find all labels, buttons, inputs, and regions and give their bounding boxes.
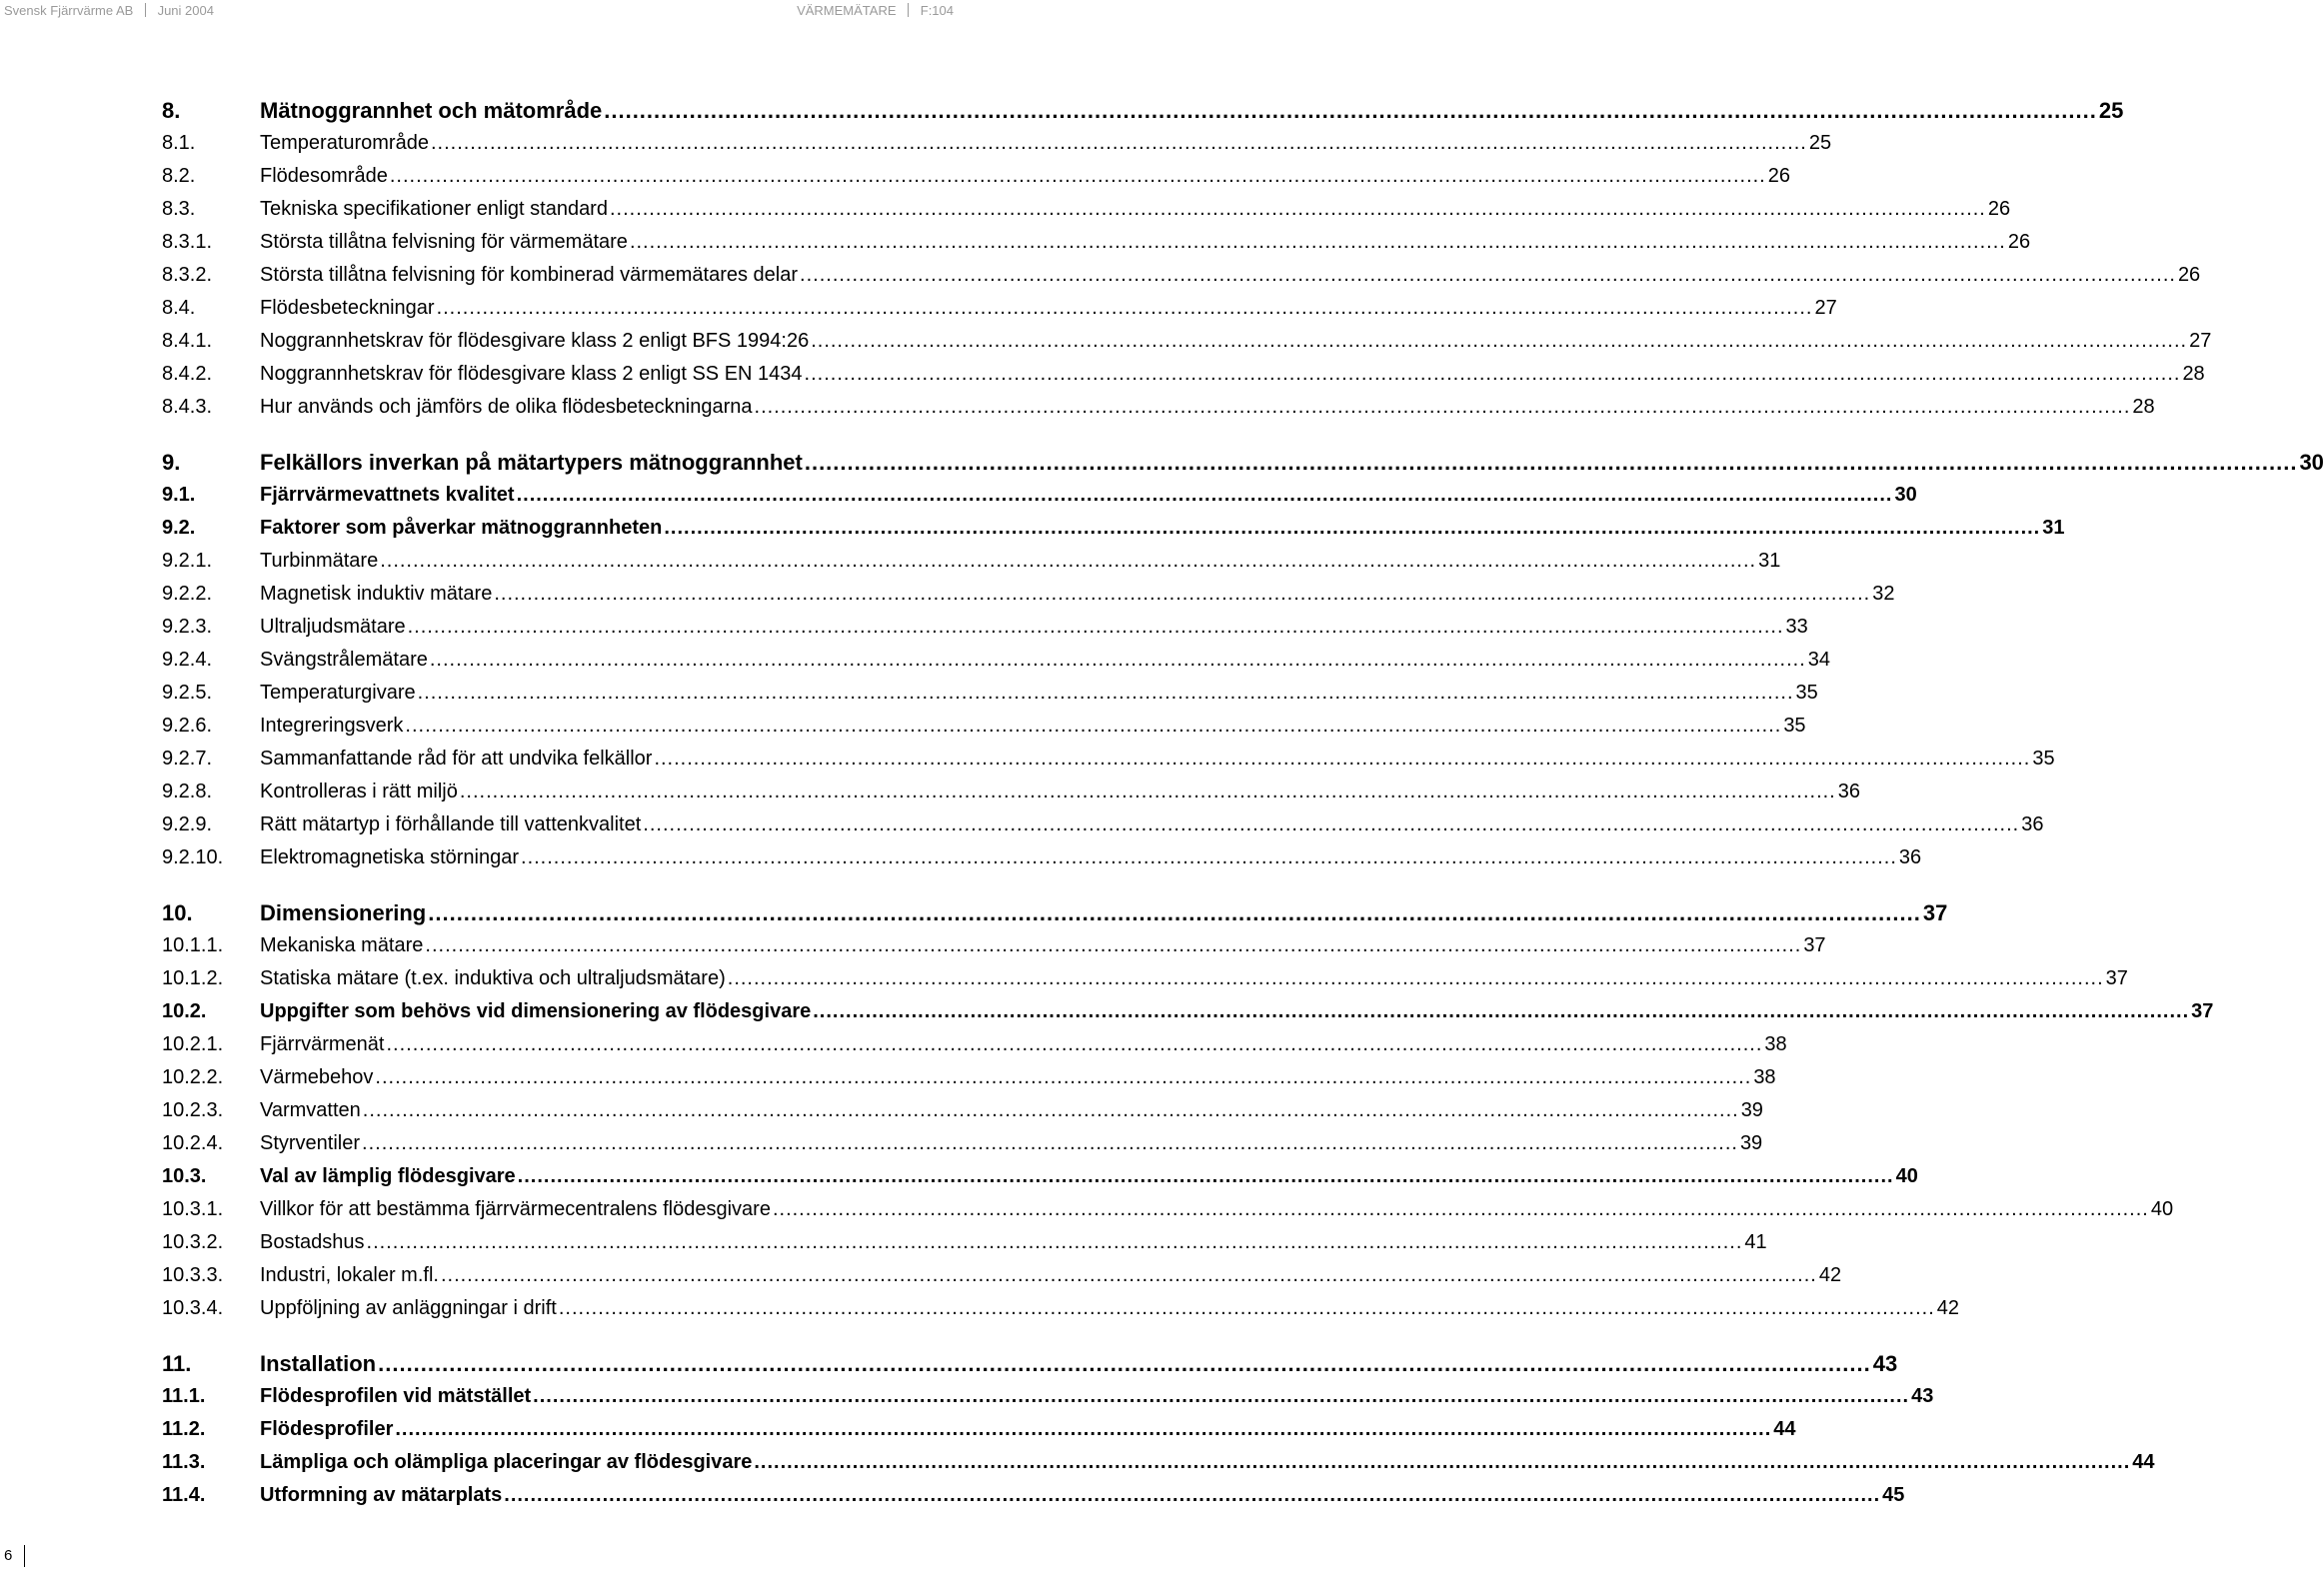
- toc-entry-page: 38: [1753, 1066, 1776, 1088]
- toc-dot-leader: [610, 193, 1986, 226]
- toc-dot-leader: [521, 841, 1897, 874]
- toc-entry[interactable]: [162, 1292, 1960, 1325]
- toc-dot-leader: [604, 94, 2097, 127]
- toc-entry-number: 9.2.10.: [162, 846, 224, 868]
- page-header: [0, 0, 960, 22]
- header-left: [4, 3, 214, 18]
- toc-entry[interactable]: [162, 127, 1832, 160]
- toc-entry-page: 26: [1987, 198, 2011, 220]
- toc-entry-page: 42: [1936, 1297, 1960, 1319]
- toc-entry-title: Lämpliga och olämpliga placeringar av flödesgivare: [260, 1451, 753, 1473]
- header-right: [797, 3, 954, 18]
- toc-entry-page: 35: [1783, 715, 1806, 737]
- toc-dot-leader: [405, 710, 1781, 743]
- toc-entry-title: Ultraljudsmätare: [260, 616, 406, 638]
- toc-entry[interactable]: [162, 841, 1922, 874]
- toc-dot-leader: [728, 962, 2104, 995]
- toc-entry[interactable]: [162, 545, 1781, 578]
- toc-entry-page: 41: [1744, 1231, 1767, 1253]
- toc-entry-number: 10.3.2.: [162, 1231, 224, 1253]
- toc-entry-page: 37: [1803, 934, 1826, 956]
- toc-entry-page: 34: [1807, 649, 1831, 671]
- toc-entry-number: 11.4.: [162, 1484, 206, 1506]
- toc-entry-page: 42: [1818, 1264, 1842, 1286]
- toc-entry-title: Rätt mätartyp i förhållande till vattenkvalitet: [260, 813, 642, 835]
- toc-entry-number: 8.2.: [162, 165, 196, 187]
- toc-entry-title: Industri, lokaler m.fl.: [260, 1264, 439, 1286]
- toc-entry-number: 10.2.3.: [162, 1099, 224, 1121]
- toc-dot-leader: [437, 292, 1813, 325]
- toc-entry[interactable]: [162, 325, 2212, 358]
- toc-entry-number: 8.4.1.: [162, 330, 213, 352]
- footer-divider: [24, 1545, 25, 1567]
- toc-entry-title: Uppgifter som behövs vid dimensionering av flödesgivare: [260, 1000, 812, 1022]
- toc-entry[interactable]: [162, 1193, 2174, 1226]
- toc-entry-page: 26: [2177, 264, 2201, 286]
- toc-entry-title: Utformning av mätarplats: [260, 1484, 503, 1506]
- toc-entry-number: 9.2.7.: [162, 748, 213, 770]
- toc-dot-leader: [386, 1028, 1762, 1061]
- toc-section: [162, 1347, 2155, 1512]
- toc-entry-page: 35: [2032, 748, 2055, 770]
- toc-entry-page: 39: [1739, 1132, 1763, 1154]
- toc-entry-page: 35: [1795, 682, 1818, 704]
- toc-dot-leader: [754, 1446, 2130, 1479]
- toc-entry-title: Installation: [260, 1351, 377, 1376]
- toc-dot-leader: [805, 358, 2181, 391]
- toc-entry-page: 27: [2189, 330, 2212, 352]
- toc-dot-leader: [363, 1094, 1739, 1127]
- toc-entry[interactable]: [162, 1413, 1796, 1446]
- toc-entry-page: 28: [2132, 396, 2155, 418]
- toc-entry-title: Temperaturgivare: [260, 682, 416, 704]
- header-organization: Svensk Fjärrvärme AB: [4, 3, 134, 18]
- toc-dot-leader: [800, 259, 2176, 292]
- toc-entry[interactable]: [162, 611, 1808, 644]
- toc-entry-number: 10.: [162, 900, 193, 925]
- toc-dot-leader: [504, 1479, 1880, 1512]
- toc-entry[interactable]: [162, 677, 1818, 710]
- toc-dot-leader: [559, 1292, 1935, 1325]
- toc-entry[interactable]: [162, 193, 2011, 226]
- toc-entry-title: Dimensionering: [260, 900, 427, 925]
- toc-dot-leader: [773, 1193, 2149, 1226]
- toc-entry-number: 8.4.2.: [162, 363, 213, 385]
- toc-entry-title: Varmvatten: [260, 1099, 361, 1121]
- toc-dot-leader: [418, 677, 1794, 710]
- toc-entry-page: 36: [1898, 846, 1922, 868]
- toc-entry[interactable]: [162, 226, 2031, 259]
- toc-entry-title: Statiska mätare (t.ex. induktiva och ultraljudsmätare): [260, 967, 726, 989]
- header-document-title: VÄRMEMÄTARE: [797, 3, 897, 18]
- toc-dot-leader: [813, 995, 2189, 1028]
- toc-entry-title: Mätnoggrannhet och mätområde: [260, 98, 603, 123]
- toc-section: [162, 896, 2214, 1325]
- toc-entry[interactable]: [162, 1479, 1905, 1512]
- toc-dot-leader: [630, 226, 2006, 259]
- toc-entry-title: Hur används och jämförs de olika flödesbeteckningarna: [260, 396, 753, 418]
- toc-section: [162, 446, 2324, 874]
- toc-entry[interactable]: [162, 808, 2044, 841]
- toc-entry-title: Största tillåtna felvisning för kombinerad värmemätares delar: [260, 264, 799, 286]
- toc-dot-leader: [518, 1160, 1894, 1193]
- toc-entry-title: Felkällors inverkan på mätartypers mätnoggrannhet: [260, 450, 803, 475]
- toc-entry-page: 25: [2098, 98, 2124, 123]
- toc-entry[interactable]: [162, 896, 1948, 929]
- toc-entry-page: 28: [2182, 363, 2205, 385]
- toc-entry-title: Magnetisk induktiv mätare: [260, 583, 493, 605]
- toc-entry[interactable]: [162, 94, 2124, 127]
- toc-dot-leader: [380, 545, 1756, 578]
- toc-entry-number: 8.3.: [162, 198, 196, 220]
- toc-entry-number: 9.2.4.: [162, 649, 213, 671]
- toc-entry[interactable]: [162, 1160, 1918, 1193]
- toc-dot-leader: [430, 644, 1806, 677]
- toc-entry-page: 38: [1764, 1033, 1787, 1055]
- toc-entry-number: 8.1.: [162, 132, 196, 154]
- toc-entry[interactable]: [162, 776, 1860, 808]
- toc-entry-number: 9.2.6.: [162, 715, 213, 737]
- toc-entry[interactable]: [162, 1226, 1767, 1259]
- toc-entry[interactable]: [162, 1127, 1763, 1160]
- toc-entry[interactable]: [162, 292, 1837, 325]
- toc-entry-page: 36: [1837, 781, 1860, 802]
- toc-entry[interactable]: [162, 358, 2205, 391]
- page-number: 6: [4, 1547, 13, 1564]
- toc-entry-page: 37: [1922, 900, 1948, 925]
- toc-entry[interactable]: [162, 710, 1806, 743]
- header-date: Juni 2004: [157, 3, 214, 18]
- toc-entry-number: 10.3.1.: [162, 1198, 224, 1220]
- toc-dot-leader: [517, 479, 1893, 512]
- toc-entry-title: Uppföljning av anläggningar i drift: [260, 1297, 557, 1319]
- toc-entry[interactable]: [162, 1446, 2155, 1479]
- toc-entry-page: 44: [1773, 1418, 1796, 1440]
- toc-entry-number: 9.: [162, 450, 181, 475]
- toc-entry-title: Temperaturområde: [260, 132, 429, 154]
- toc-dot-leader: [375, 1061, 1751, 1094]
- toc-entry-title: Noggrannhetskrav för flödesgivare klass 2 enligt BFS 1994:26: [260, 330, 810, 352]
- toc-entry-number: 8.3.1.: [162, 231, 213, 253]
- toc-dot-leader: [654, 743, 2030, 776]
- toc-entry-page: 26: [1767, 165, 1790, 187]
- toc-entry-page: 37: [2105, 967, 2128, 989]
- toc-entry[interactable]: [162, 1061, 1776, 1094]
- toc-entry-title: Värmebehov: [260, 1066, 374, 1088]
- toc-entry-page: 37: [2191, 1000, 2214, 1022]
- toc-entry-page: 32: [1872, 583, 1895, 605]
- toc-entry-number: 11.2.: [162, 1418, 206, 1440]
- toc-entry-number: 9.1.: [162, 484, 196, 506]
- toc-dot-leader: [755, 391, 2131, 424]
- toc-entry[interactable]: [162, 1347, 1898, 1380]
- toc-entry-page: 45: [1882, 1484, 1905, 1506]
- toc-entry-number: 9.2.9.: [162, 813, 213, 835]
- toc-entry-title: Fjärrvärmenät: [260, 1033, 385, 1055]
- toc-entry-title: Elektromagnetiska störningar: [260, 846, 520, 868]
- toc-dot-leader: [362, 1127, 1738, 1160]
- toc-entry-page: 31: [2042, 517, 2065, 539]
- toc-entry-page: 25: [1808, 132, 1832, 154]
- toc-dot-leader: [494, 578, 1870, 611]
- toc-entry-title: Mekaniska mätare: [260, 934, 424, 956]
- toc-dot-leader: [441, 1259, 1817, 1292]
- toc-dot-leader: [408, 611, 1784, 644]
- page-footer: [0, 1543, 60, 1573]
- toc-entry-page: 43: [1911, 1385, 1934, 1407]
- toc-entry-number: 9.2.: [162, 517, 196, 539]
- toc-entry-number: 9.2.3.: [162, 616, 213, 638]
- toc-entry-page: 40: [1895, 1165, 1918, 1187]
- toc-entry-number: 10.2.1.: [162, 1033, 224, 1055]
- toc-entry-number: 9.2.2.: [162, 583, 213, 605]
- toc-entry-number: 11.3.: [162, 1451, 206, 1473]
- toc-dot-leader: [395, 1413, 1771, 1446]
- toc-dot-leader: [805, 446, 2298, 479]
- toc-entry[interactable]: [162, 929, 1826, 962]
- toc-entry-page: 30: [2299, 450, 2324, 475]
- toc-entry-page: 30: [1894, 484, 1917, 506]
- toc-entry-number: 9.2.1.: [162, 550, 213, 572]
- toc-entry-page: 31: [1758, 550, 1781, 572]
- toc-entry-title: Svängstrålemätare: [260, 649, 428, 671]
- toc-entry-page: 33: [1785, 616, 1808, 638]
- toc-entry-title: Val av lämplig flödesgivare: [260, 1165, 516, 1187]
- toc-entry-title: Villkor för att bestämma fjärrvärmecentralens flödesgivare: [260, 1198, 771, 1220]
- toc-entry-number: 9.2.5.: [162, 682, 213, 704]
- toc-dot-leader: [811, 325, 2187, 358]
- toc-entry[interactable]: [162, 259, 2201, 292]
- toc-entry-number: 10.3.3.: [162, 1264, 224, 1286]
- toc-entry-number: 11.: [162, 1351, 192, 1376]
- toc-entry-title: Faktorer som påverkar mätnoggrannheten: [260, 517, 663, 539]
- toc-entry[interactable]: [162, 644, 1831, 677]
- toc-entry-title: Integreringsverk: [260, 715, 404, 737]
- toc-entry-page: 27: [1814, 297, 1837, 319]
- toc-entry[interactable]: [162, 1259, 1842, 1292]
- toc-dot-leader: [378, 1347, 1871, 1380]
- toc-entry-title: Flödesbeteckningar: [260, 297, 435, 319]
- toc-entry[interactable]: [162, 578, 1895, 611]
- toc-dot-leader: [367, 1226, 1743, 1259]
- toc-entry[interactable]: [162, 446, 2324, 479]
- header-separator: [145, 3, 146, 17]
- toc-entry-title: Turbinmätare: [260, 550, 379, 572]
- toc-entry-title: Flödesprofiler: [260, 1418, 394, 1440]
- toc-entry[interactable]: [162, 962, 2128, 995]
- toc-entry-number: 11.1.: [162, 1385, 206, 1407]
- toc-dot-leader: [664, 512, 2040, 545]
- toc-entry-number: 10.1.2.: [162, 967, 224, 989]
- toc-dot-leader: [428, 896, 1921, 929]
- toc-entry[interactable]: [162, 995, 2214, 1028]
- toc-entry-number: 8.4.: [162, 297, 196, 319]
- toc-entry-page: 44: [2132, 1451, 2155, 1473]
- toc-entry-title: Kontrolleras i rätt miljö: [260, 781, 458, 802]
- toc-entry[interactable]: [162, 512, 2065, 545]
- toc-entry-number: 9.2.8.: [162, 781, 213, 802]
- toc-entry-page: 43: [1872, 1351, 1898, 1376]
- toc-entry[interactable]: [162, 1380, 1934, 1413]
- header-document-code: F:104: [920, 3, 954, 18]
- toc-entry-page: 40: [2150, 1198, 2174, 1220]
- toc-entry-number: 10.2.2.: [162, 1066, 224, 1088]
- toc-entry-title: Sammanfattande råd för att undvika felkällor: [260, 748, 653, 770]
- toc-dot-leader: [533, 1380, 1909, 1413]
- toc-entry-page: 39: [1740, 1099, 1763, 1121]
- toc-section: [162, 94, 2212, 424]
- toc-entry-page: 36: [2021, 813, 2044, 835]
- toc-entry-number: 8.3.2.: [162, 264, 213, 286]
- toc-entry-number: 10.1.1.: [162, 934, 224, 956]
- toc-dot-leader: [390, 160, 1766, 193]
- toc-entry[interactable]: [162, 391, 2155, 424]
- table-of-contents: [162, 94, 2324, 1534]
- toc-entry-title: Tekniska specifikationer enligt standard: [260, 198, 608, 220]
- toc-entry[interactable]: [162, 743, 2055, 776]
- toc-entry-title: Flödesprofilen vid mätstället: [260, 1385, 532, 1407]
- toc-dot-leader: [425, 929, 1801, 962]
- toc-entry-number: 10.2.4.: [162, 1132, 224, 1154]
- toc-entry-page: 26: [2007, 231, 2031, 253]
- toc-dot-leader: [643, 808, 2019, 841]
- toc-entry-title: Bostadshus: [260, 1231, 365, 1253]
- toc-dot-leader: [431, 127, 1807, 160]
- header-separator: [908, 3, 909, 17]
- toc-entry-title: Styrventiler: [260, 1132, 361, 1154]
- toc-entry-title: Största tillåtna felvisning för värmemätare: [260, 231, 628, 253]
- toc-entry[interactable]: [162, 1028, 1787, 1061]
- toc-entry[interactable]: [162, 160, 1790, 193]
- toc-entry-number: 8.4.3.: [162, 396, 213, 418]
- toc-entry[interactable]: [162, 1094, 1763, 1127]
- toc-entry-number: 10.3.: [162, 1165, 207, 1187]
- toc-entry-title: Fjärrvärmevattnets kvalitet: [260, 484, 515, 506]
- toc-entry-title: Flödesområde: [260, 165, 388, 187]
- toc-entry-number: 10.2.: [162, 1000, 207, 1022]
- toc-dot-leader: [460, 776, 1836, 808]
- toc-entry-title: Noggrannhetskrav för flödesgivare klass 2 enligt SS EN 1434: [260, 363, 803, 385]
- toc-entry-number: 8.: [162, 98, 181, 123]
- toc-entry[interactable]: [162, 479, 1917, 512]
- toc-entry-number: 10.3.4.: [162, 1297, 224, 1319]
